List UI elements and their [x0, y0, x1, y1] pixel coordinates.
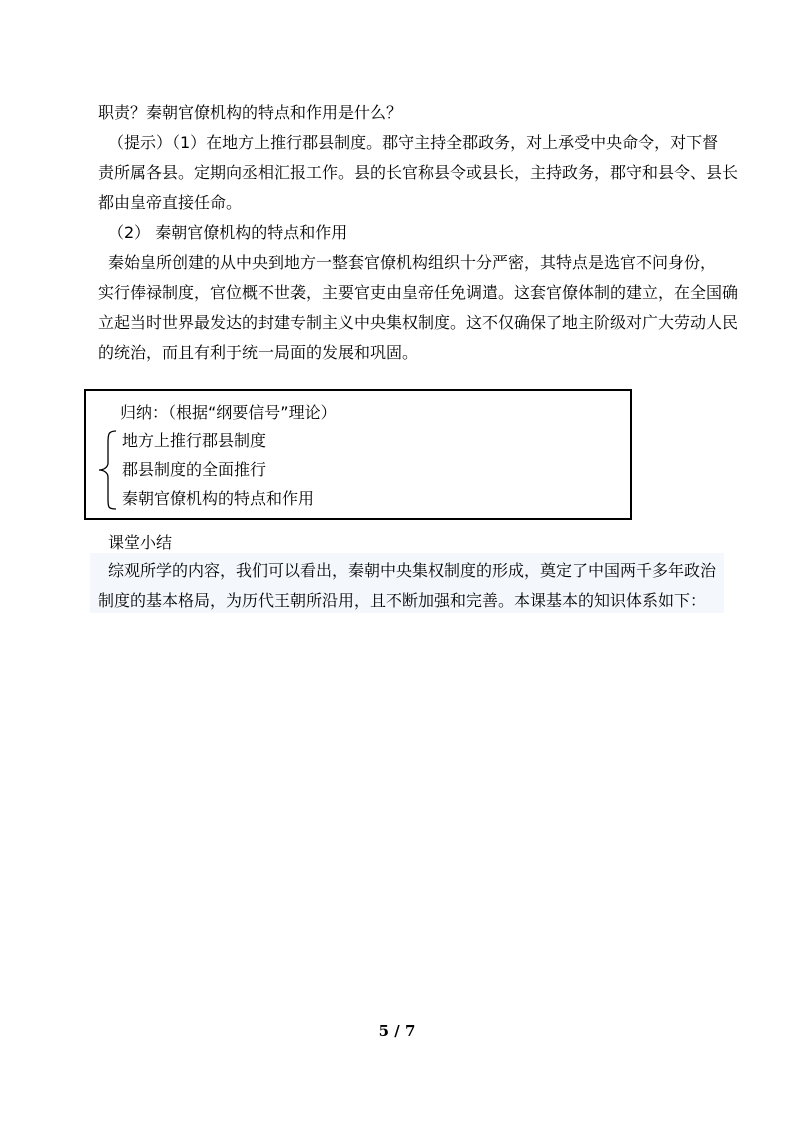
- paragraph-line: （提示）（1）在地方上推行郡县制度。郡守主持全郡政务，对上承受中央命令，对下督: [108, 133, 719, 152]
- summary-item: 郡县制度的全面推行: [122, 460, 267, 479]
- paragraph-line: 职责？秦朝官僚机构的特点和作用是什么？: [98, 103, 403, 122]
- paragraph-line: 制度的基本格局，为历代王朝所沿用，且不断加强和完善。本课基本的知识体系如下：: [98, 591, 707, 610]
- section-subheading: （2） 秦朝官僚机构的特点和作用: [108, 223, 348, 242]
- paragraph-line: 实行俸禄制度，官位概不世袭，主要官吏由皇帝任免调遣。这套官僚体制的建立，在全国确: [98, 283, 739, 302]
- page-number: 5 / 7: [378, 1022, 416, 1040]
- paragraph-line: 责所属各县。定期向丞相汇报工作。县的长官称县令或县长，主持政务，郡守和县令、县长: [98, 163, 739, 182]
- summary-box: [84, 389, 632, 520]
- paragraph-line: 综观所学的内容，我们可以看出，秦朝中央集权制度的形成，奠定了中国两千多年政治: [108, 561, 717, 580]
- summary-item: 秦朝官僚机构的特点和作用: [122, 489, 315, 508]
- paragraph-line: 秦始皇所创建的从中央到地方一整套官僚机构组织十分严密，其特点是选官不问身份，: [108, 253, 717, 272]
- summary-title: 归纳：（根据“纲要信号”理论）: [120, 403, 337, 422]
- paragraph-line: 立起当时世界最发达的封建专制主义中央集权制度。这不仅确保了地主阶级对广大劳动人民: [98, 313, 739, 332]
- paragraph-line: 的统治，而且有利于统一局面的发展和巩固。: [98, 343, 419, 362]
- class-summary-heading: 课堂小结: [108, 533, 173, 552]
- curly-brace-icon: [96, 429, 120, 511]
- summary-item: 地方上推行郡县制度: [122, 431, 267, 450]
- paragraph-line: 都由皇帝直接任命。: [98, 193, 243, 212]
